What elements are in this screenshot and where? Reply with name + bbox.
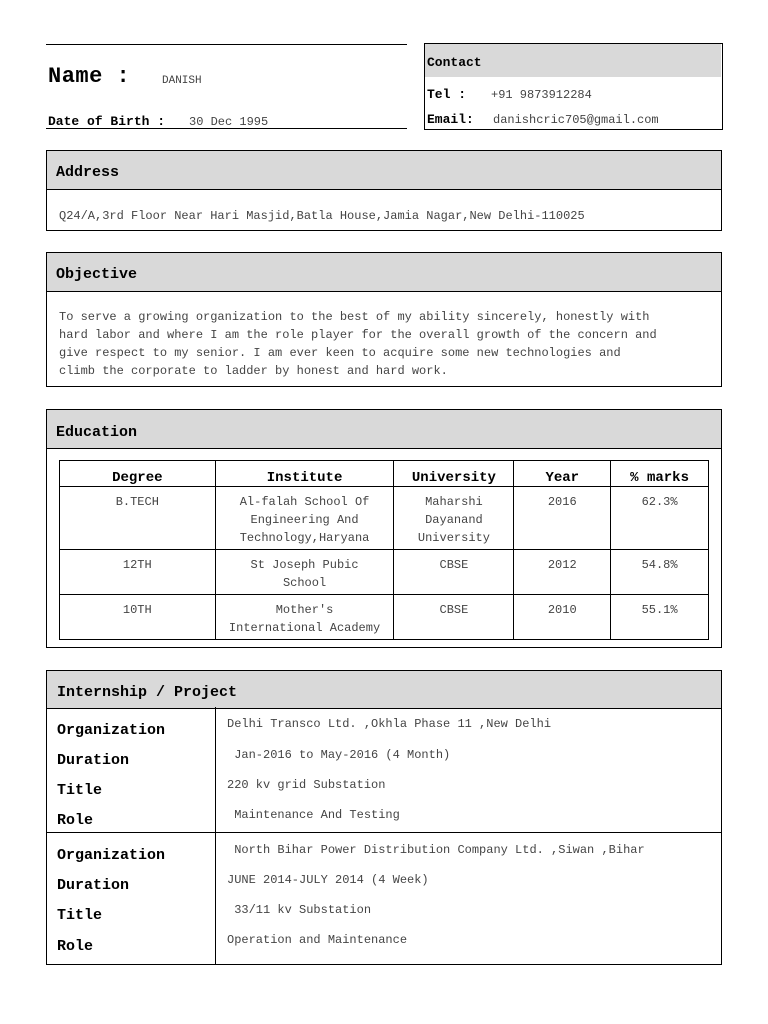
contact-title: Contact [427, 55, 482, 70]
duration-label: Duration [57, 752, 130, 769]
year-cell: 2012 [514, 550, 611, 595]
address-header [47, 151, 721, 190]
role-value: Operation and Maintenance [227, 933, 408, 947]
duration-label: Duration [57, 877, 130, 894]
email-label: Email: [427, 112, 474, 127]
title-label: Title [57, 782, 103, 799]
degree-cell: 12TH [60, 550, 216, 595]
entry-divider [46, 832, 722, 833]
education-title: Education [56, 424, 138, 441]
marks-cell: 55.1% [611, 595, 709, 640]
name-label: Name : [48, 64, 131, 89]
table-row [60, 550, 709, 595]
table-row [60, 595, 709, 640]
organization-value: North Bihar Power Distribution Company Ltd. ,Siwan ,Bihar [227, 843, 645, 857]
email-value: danishcric705@gmail.com [493, 113, 659, 127]
university-line: Maharshi [425, 495, 483, 509]
col-institute: Institute [215, 461, 394, 487]
internship-divider [215, 707, 216, 964]
internship-header [47, 671, 721, 709]
col-degree: Degree [60, 461, 216, 487]
objective-line: hard labor and where I am the role player for the overall growth of the concern and [59, 328, 657, 342]
duration-value: Jan-2016 to May-2016 (4 Month) [227, 748, 451, 762]
dob-label: Date of Birth : [48, 114, 166, 129]
title-label: Title [57, 907, 103, 924]
objective-section [46, 252, 722, 387]
role-label: Role [57, 938, 94, 955]
organization-value: Delhi Transco Ltd. ,Okhla Phase 11 ,New Delhi [227, 717, 552, 731]
marks-cell: 54.8% [611, 550, 709, 595]
col-university: University [394, 461, 514, 487]
internship-title: Internship / Project [57, 684, 238, 701]
objective-header [47, 253, 721, 292]
address-section [46, 150, 722, 231]
university-line: University [417, 531, 490, 545]
col-marks: % marks [611, 461, 709, 487]
institute-cell [215, 487, 394, 550]
organization-label: Organization [57, 722, 166, 739]
marks-cell: 62.3% [611, 487, 709, 550]
col-year: Year [514, 461, 611, 487]
role-label: Role [57, 812, 94, 829]
dob-value: 30 Dec 1995 [189, 115, 269, 129]
title-value: 33/11 kv Substation [227, 903, 372, 917]
tel-label: Tel : [427, 87, 467, 102]
institute-cell [215, 595, 394, 640]
education-table [59, 460, 709, 640]
institute-line: Mother's [275, 603, 334, 617]
institute-line: Al-falah School Of [239, 495, 370, 509]
institute-line: School [282, 576, 327, 590]
objective-line: To serve a growing organization to the best of my ability sincerely, honestly with [59, 310, 650, 324]
year-cell: 2016 [514, 487, 611, 550]
name-value: DANISH [162, 75, 202, 87]
tel-value: +91 9873912284 [491, 88, 592, 102]
table-row [60, 487, 709, 550]
top-rule [46, 44, 407, 45]
education-header-row [60, 461, 709, 487]
objective-title: Objective [56, 266, 138, 283]
university-cell [394, 487, 514, 550]
role-value: Maintenance And Testing [227, 808, 400, 822]
objective-line: climb the corporate to ladder by honest and hard work. [59, 364, 448, 378]
institute-line: St Joseph Pubic [250, 558, 359, 572]
title-value: 220 kv grid Substation [227, 778, 386, 792]
degree-cell: B.TECH [60, 487, 216, 550]
address-text: Q24/A,3rd Floor Near Hari Masjid,Batla House,Jamia Nagar,New Delhi-110025 [59, 209, 585, 223]
address-title: Address [56, 164, 120, 181]
institute-line: Engineering And [250, 513, 359, 527]
year-cell: 2010 [514, 595, 611, 640]
university-cell: CBSE [394, 595, 514, 640]
bottom-rule [46, 128, 407, 129]
university-line: Dayanand [425, 513, 483, 527]
university-cell: CBSE [394, 550, 514, 595]
objective-text [47, 292, 721, 380]
organization-label: Organization [57, 847, 166, 864]
duration-value: JUNE 2014-JULY 2014 (4 Week) [227, 873, 429, 887]
education-header [47, 410, 721, 449]
institute-cell [215, 550, 394, 595]
degree-cell: 10TH [60, 595, 216, 640]
institute-line: International Academy [228, 621, 381, 635]
objective-line: give respect to my senior. I am ever keen to acquire some new technologies and [59, 346, 621, 360]
institute-line: Technology,Haryana [239, 531, 370, 545]
